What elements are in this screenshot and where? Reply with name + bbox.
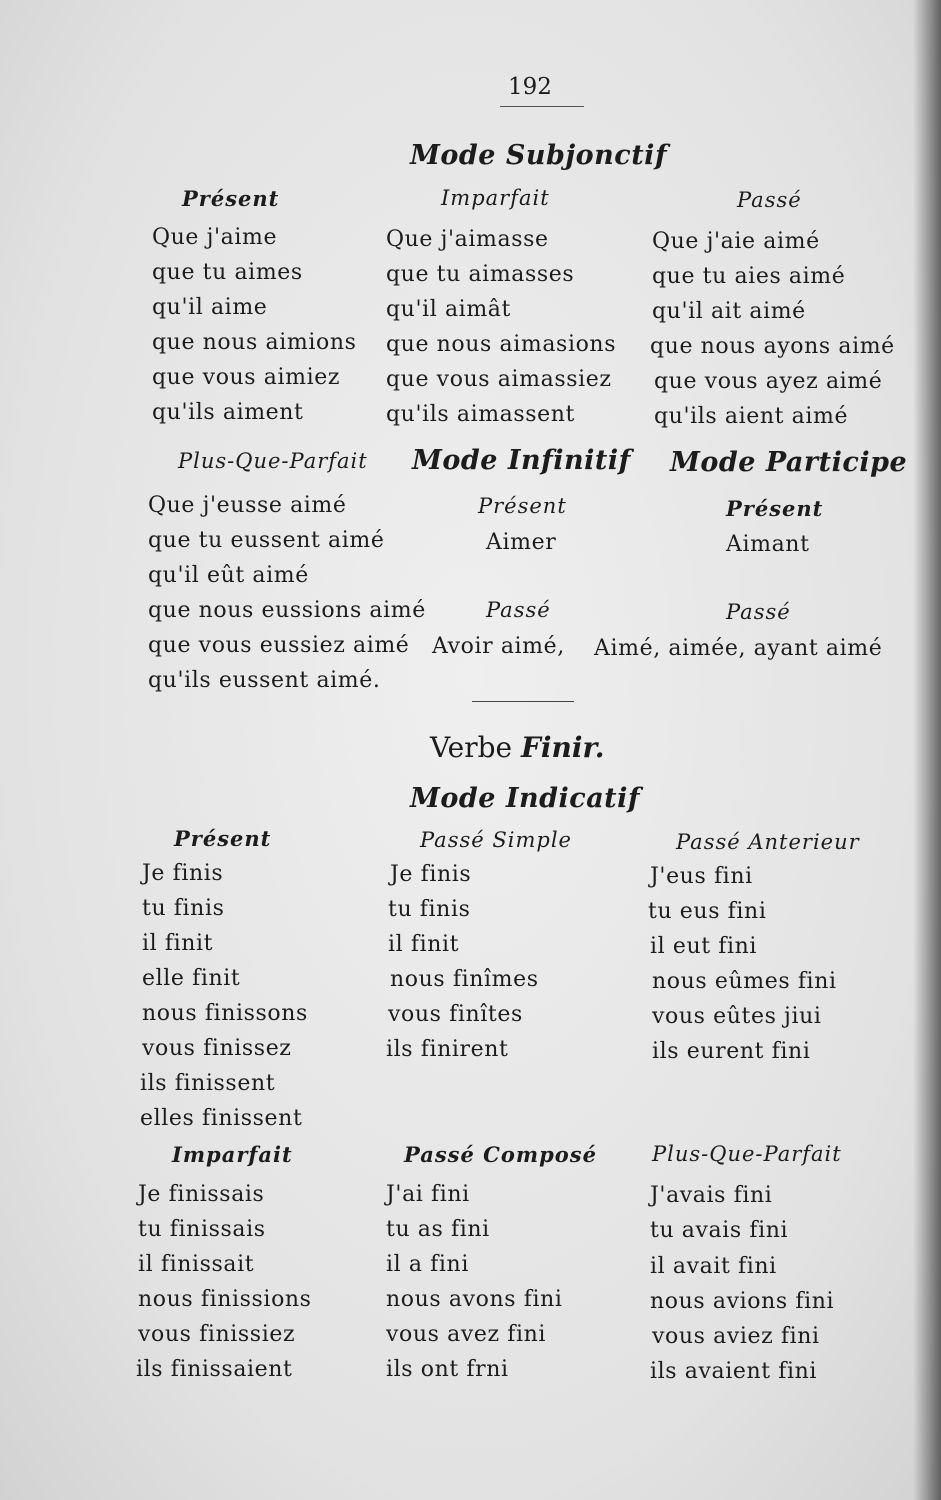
infinitif-passe: Avoir aimé, (432, 634, 565, 659)
subj-pqp-line: que nous eussions aimé (148, 598, 426, 623)
ind-passe-compose-line: nous avons fini (386, 1287, 563, 1312)
ind-passe-compose-line: tu as fini (386, 1217, 490, 1242)
ind-present-line: nous finissons (142, 1001, 308, 1026)
ind-passe-compose-line: vous avez fini (386, 1322, 547, 1347)
ind-passe-anterieur-line: tu eus fini (648, 899, 767, 924)
ind-passe-anterieur-line: vous eûtes jiui (652, 1004, 822, 1029)
subj-imparfait-line: qu'il aimât (386, 297, 511, 322)
ind-pqp-line: ils avaient fini (650, 1359, 818, 1384)
ind-passe-simple-heading: Passé Simple (420, 828, 572, 852)
ind-passe-compose-line: J'ai fini (386, 1182, 470, 1207)
infinitif-title: Mode Infinitif (412, 445, 631, 476)
subj-passe-line: Que j'aie aimé (652, 229, 820, 254)
participe-passe: Aimé, aimée, ayant aimé (594, 636, 883, 661)
ind-present-line: vous finissez (142, 1036, 292, 1061)
subj-present-line: que tu aimes (152, 260, 303, 285)
subj-present-line: que vous aimiez (152, 365, 341, 390)
subj-passe-line: que vous ayez aimé (654, 369, 883, 394)
subj-pqp-line: qu'il eût aimé (148, 563, 309, 588)
subj-present-line: que nous aimions (152, 330, 357, 355)
subj-pqp-line: que tu eussent aimé (148, 528, 385, 553)
ind-present-line: tu finis (142, 896, 225, 921)
verb-title (430, 731, 604, 764)
subj-present-line: qu'il aime (152, 295, 268, 320)
ind-present-line: elle finit (142, 966, 241, 991)
ind-pqp-line: nous avions fini (650, 1289, 835, 1314)
subj-present-line: Que j'aime (152, 225, 278, 250)
ind-passe-simple-line: vous finîtes (388, 1002, 523, 1027)
ind-present-heading: Présent (174, 826, 272, 851)
subj-imparfait-line: Que j'aimasse (386, 227, 549, 252)
ind-imparfait-line: tu finissais (138, 1217, 266, 1242)
ind-present-line: elles finissent (140, 1106, 303, 1131)
subj-pqp-line: Que j'eusse aimé (148, 493, 347, 518)
ind-passe-anterieur-line: nous eûmes fini (652, 969, 837, 994)
ind-passe-simple-line: il finit (388, 932, 460, 957)
verb-name: Finir. (521, 731, 605, 764)
ind-passe-compose-heading: Passé Composé (404, 1142, 597, 1167)
ind-passe-compose-line: il a fini (386, 1252, 469, 1277)
ind-present-line: ils finissent (140, 1071, 276, 1096)
ind-passe-simple-line: tu finis (388, 897, 471, 922)
ind-imparfait-line: vous finissiez (138, 1322, 296, 1347)
subj-imparfait-heading: Imparfait (441, 186, 550, 210)
subj-imparfait-line: que tu aimasses (386, 262, 575, 287)
subj-imparfait-line: que vous aimassiez (386, 367, 612, 392)
subj-pqp-line: qu'ils eussent aimé. (148, 668, 381, 693)
ind-pqp-line: J'avais fini (650, 1183, 773, 1208)
verb-label: Verbe (430, 731, 513, 764)
infinitif-present: Aimer (486, 530, 557, 555)
participe-title: Mode Participe (670, 447, 908, 478)
subj-imparfait-line: qu'ils aimassent (386, 402, 575, 427)
ind-pqp-line: vous aviez fini (652, 1324, 820, 1349)
ind-passe-simple-line: nous finîmes (390, 967, 539, 992)
ind-passe-simple-line: ils finirent (386, 1037, 509, 1062)
ind-imparfait-line: ils finissaient (136, 1357, 293, 1382)
ind-imparfait-heading: Imparfait (172, 1142, 293, 1167)
ind-passe-anterieur-line: ils eurent fini (652, 1039, 811, 1064)
subj-pqp-heading: Plus-Que-Parfait (178, 449, 368, 473)
page-number: 192 (508, 74, 552, 100)
subjonctif-title: Mode Subjonctif (410, 140, 668, 171)
ind-passe-anterieur-line: il eut fini (650, 934, 758, 959)
subj-passe-line: qu'il ait aimé (652, 299, 806, 324)
subj-passe-line: que tu aies aimé (652, 264, 846, 289)
participe-present: Aimant (726, 532, 810, 557)
ind-passe-anterieur-heading: Passé Anterieur (676, 830, 860, 854)
ind-imparfait-line: il finissait (138, 1252, 255, 1277)
infinitif-present-heading: Présent (478, 494, 567, 518)
ind-imparfait-line: Je finissais (138, 1182, 265, 1207)
ind-passe-compose-line: ils ont frni (386, 1357, 509, 1382)
ind-passe-simple-line: Je finis (390, 862, 472, 887)
participe-passe-heading: Passé (726, 600, 791, 624)
indicatif-title: Mode Indicatif (410, 783, 641, 814)
subj-present-heading: Présent (182, 186, 280, 211)
ind-present-line: Je finis (142, 861, 224, 886)
subj-passe-heading: Passé (737, 188, 802, 212)
page-number-rule (500, 106, 584, 107)
ind-imparfait-line: nous finissions (138, 1287, 312, 1312)
ind-present-line: il finit (142, 931, 214, 956)
subj-imparfait-line: que nous aimasions (386, 332, 617, 357)
ind-pqp-line: il avait fini (650, 1254, 777, 1279)
ind-passe-anterieur-line: J'eus fini (650, 864, 753, 889)
subj-pqp-line: que vous eussiez aimé (148, 633, 410, 658)
infinitif-passe-heading: Passé (486, 598, 551, 622)
subj-passe-line: qu'ils aient aimé (654, 404, 849, 429)
participe-present-heading: Présent (726, 496, 824, 521)
ind-pqp-line: tu avais fini (650, 1218, 789, 1243)
page-edge-shadow (913, 0, 941, 1500)
subj-passe-line: que nous ayons aimé (650, 334, 895, 359)
ind-pqp-heading: Plus-Que-Parfait (652, 1142, 842, 1166)
section-separator (472, 701, 574, 702)
subj-present-line: qu'ils aiment (152, 400, 304, 425)
